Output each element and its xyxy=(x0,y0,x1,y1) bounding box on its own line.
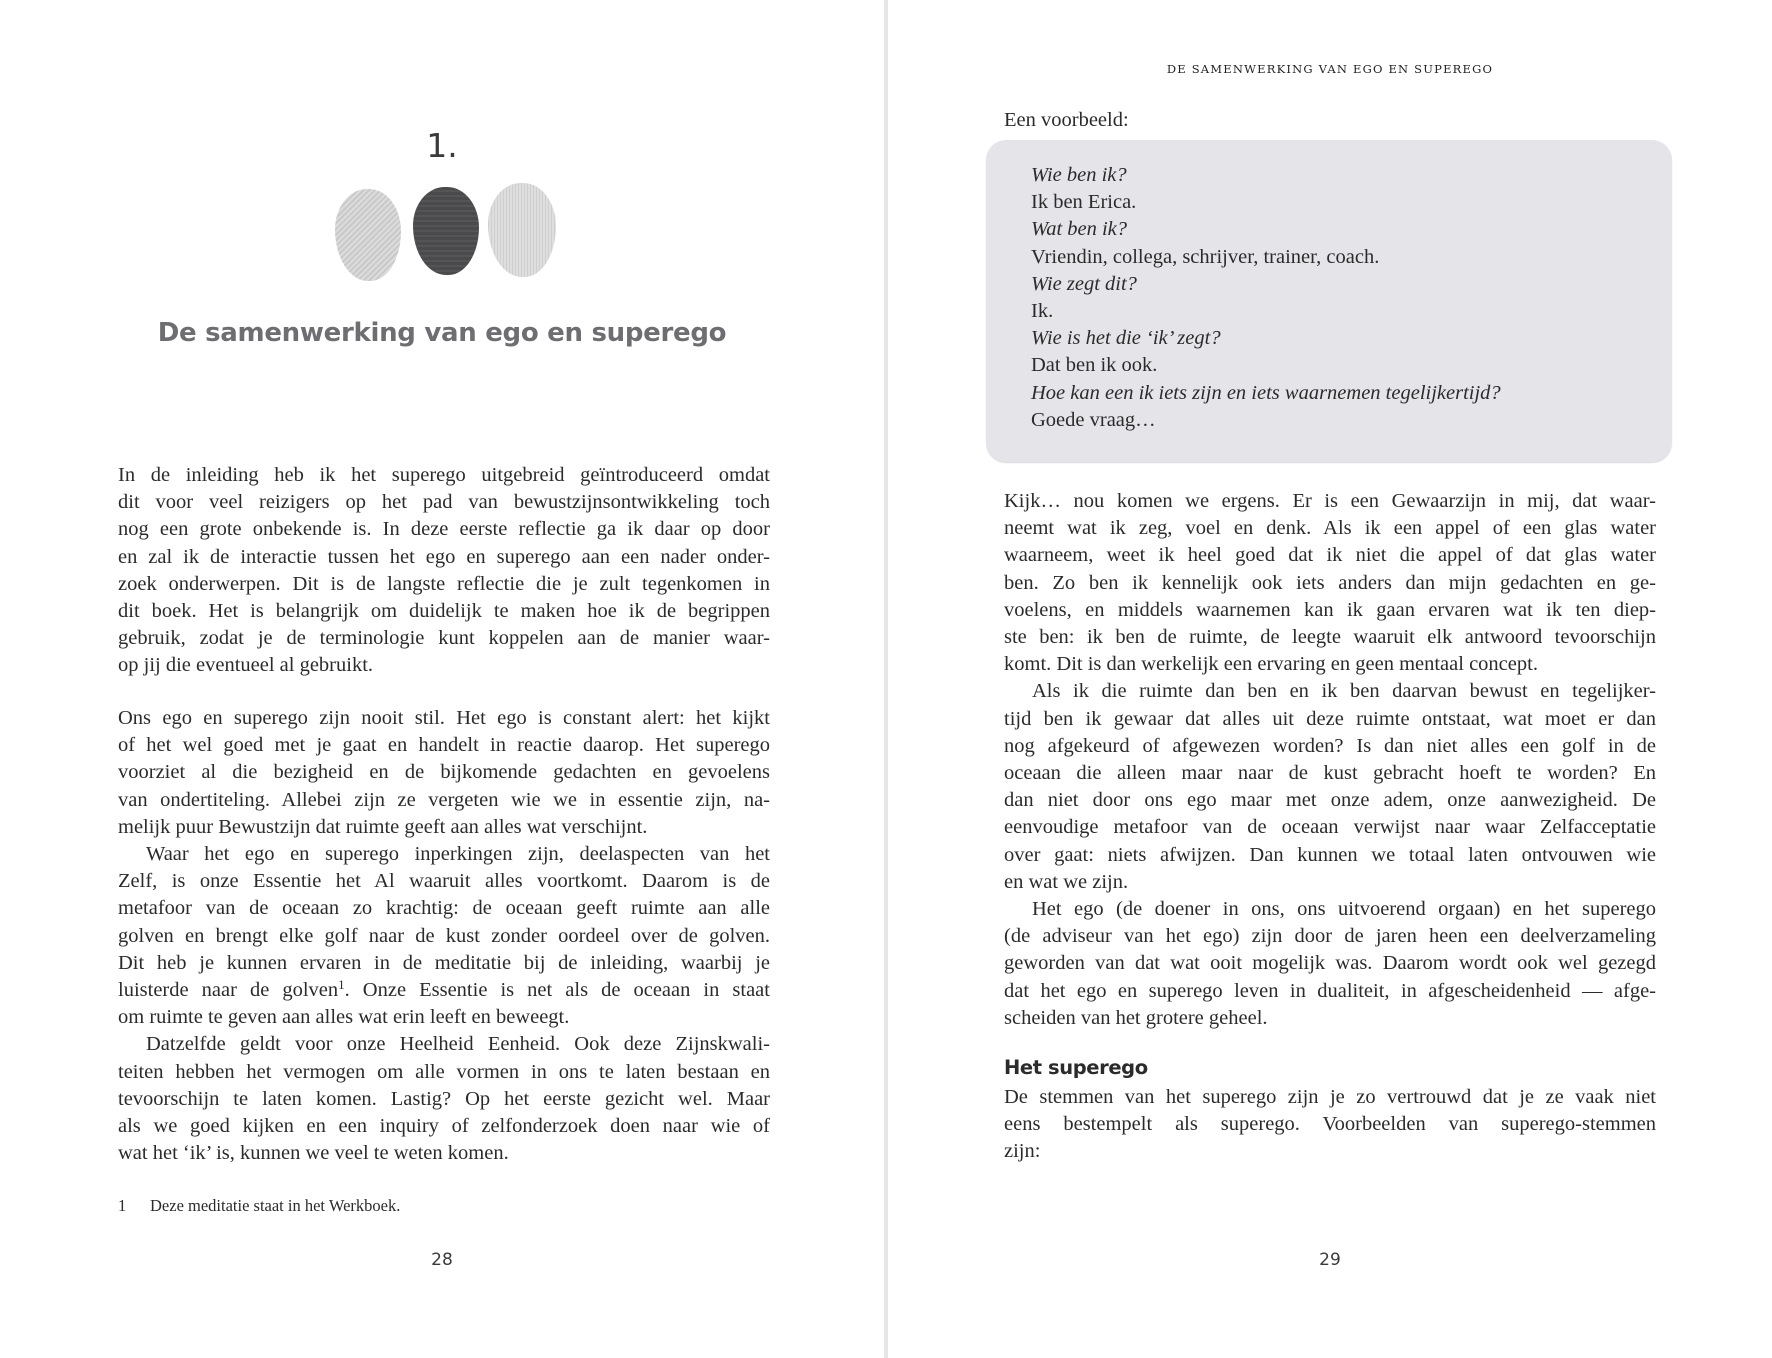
text-line: en zal ik de interactie tussen het ego en superego aan een nader onder- xyxy=(118,545,770,568)
text-line: voorziet al die bezigheid en de bijkomende gedachten en gevoelens xyxy=(118,761,770,784)
footnote-number: 1 xyxy=(118,1196,127,1215)
text-fragment: luisterde naar de golven xyxy=(118,979,339,1002)
chapter-title: De samenwerking van ego en superego xyxy=(157,318,727,348)
page-number-left: 28 xyxy=(431,1250,453,1270)
section-subheading: Het superego xyxy=(1004,1056,1148,1079)
text-fragment: . Onze Essentie is net als de oceaan in staat xyxy=(344,979,770,1002)
text-line: van ondertiteling. Allebei zijn ze vergeten wie we in essentie zijn, na- xyxy=(118,788,770,811)
right-page xyxy=(888,0,1772,1358)
text-line: nog een grote onbekende is. In deze eerste reflectie ga ik daar op door xyxy=(118,518,770,541)
text-line: dit boek. Het is belangrijk om duidelijk te maken hoe ik de begrippen xyxy=(118,600,770,623)
text-line: neemt wat ik zeg, voel en denk. Als ik een appel of een glas water xyxy=(1004,517,1656,540)
text-line: en wat we zijn. xyxy=(1004,870,1129,893)
text-line: of het wel goed met je gaat en handelt in reactie daarop. Het superego xyxy=(118,734,770,757)
text-line: De stemmen van het superego zijn je zo vertrouwd dat je ze vaak niet xyxy=(1004,1086,1656,1108)
text-line: melijk puur Bewustzijn dat ruimte geeft aan alles wat verschijnt. xyxy=(118,815,648,838)
text-line: dan niet door ons ego maar met onze adem, onze aanwezigheid. De xyxy=(1004,789,1656,812)
dialogue-question: Wie is het die ‘ik’ zegt? xyxy=(1031,327,1221,350)
text-line: Zelf, is onze Essentie het Al waaruit alles voortkomt. Daarom is de xyxy=(118,870,770,893)
text-line: zoek onderwerpen. Dit is de langste reflectie die je zult tegenkomen in xyxy=(118,572,770,595)
dialogue-question: Wat ben ik? xyxy=(1031,218,1128,241)
left-paragraph-2 xyxy=(118,705,770,1167)
right-paragraph-superego xyxy=(1004,1084,1656,1166)
text-line: Kijk… nou komen we ergens. Er is een Gewaarzijn in mij, dat waar- xyxy=(1004,490,1656,512)
text-line: Als ik die ruimte dan ben en ik ben daarvan bewust en tegelijker- xyxy=(1032,680,1656,703)
footnote-reference[interactable]: 1 xyxy=(338,977,345,993)
footnote-text: Deze meditatie staat in het Werkboek. xyxy=(150,1196,401,1215)
text-line: Ons ego en superego zijn nooit stil. Het ego is constant alert: het kijkt xyxy=(118,707,770,729)
text-line: als we goed kijken en een inquiry of zelfonderzoek doen naar wie of xyxy=(118,1115,770,1138)
text-line: over gaat: niets afwijzen. Dan kunnen we totaal laten ontvouwen wie xyxy=(1004,843,1656,866)
text-line: teiten hebben het vermogen om alle vormen in ons te laten bestaan en xyxy=(118,1060,770,1083)
text-line: tevoorschijn te laten komen. Lastig? Op het eerste gezicht wel. Maar xyxy=(118,1087,770,1110)
left-paragraph-1 xyxy=(118,462,770,680)
running-head: DE SAMENWERKING VAN EGO EN SUPEREGO xyxy=(1166,62,1494,76)
text-line: tijd ben ik gewaar dat alles uit deze ruimte ontstaat, wat moet er dan xyxy=(1004,707,1656,730)
text-line: geworden van dat wat ooit mogelijk was. Daarom wordt ook wel gezegd xyxy=(1004,952,1656,975)
dialogue-answer: Vriendin, collega, schrijver, trainer, coach. xyxy=(1031,245,1380,268)
text-line: om ruimte te geven aan alles wat erin leeft en beweegt. xyxy=(118,1006,570,1029)
text-line: zijn: xyxy=(1004,1140,1041,1163)
text-line: Datzelfde geldt voor onze Heelheid Eenheid. Ook deze Zijnskwali- xyxy=(146,1033,770,1056)
dialogue-question: Wie zegt dit? xyxy=(1031,272,1137,295)
text-line-with-footnote xyxy=(118,977,770,1004)
footnote xyxy=(118,1196,400,1216)
text-line: eenvoudige metafoor van de oceaan verwijst naar waar Zelfacceptatie xyxy=(1004,816,1656,839)
three-stones-illustration xyxy=(335,183,557,279)
text-line: wat het ‘ik’ is, kunnen we veel te weten komen. xyxy=(118,1142,509,1165)
text-line: dit voor veel reizigers op het pad van bewustzijnsontwikkeling toch xyxy=(118,491,770,514)
text-line: dat het ego en superego leven in dualiteit, in afgescheidenheid — afge- xyxy=(1004,979,1656,1002)
left-page xyxy=(0,0,884,1358)
text-line: ben. Zo ben ik kennelijk ook iets anders dan mijn gedachten en ge- xyxy=(1004,571,1656,594)
text-line: (de adviseur van het ego) zijn door de jaren heen een deelverzameling xyxy=(1004,925,1656,948)
dialogue-lines xyxy=(1031,162,1501,434)
dialogue-answer: Goede vraag… xyxy=(1031,408,1156,431)
dialogue-question: Wie ben ik? xyxy=(1031,164,1127,186)
text-line: golven en brengt elke golf naar de kust zonder oordeel over de golven. xyxy=(118,924,770,947)
dialogue-box xyxy=(986,140,1672,462)
text-line: op jij die eventueel al gebruikt. xyxy=(118,654,374,677)
dialogue-answer: Ik. xyxy=(1031,300,1054,323)
text-line: waarneem, weet ik heel goed dat ik niet die appel of dat glas water xyxy=(1004,544,1656,567)
dialogue-answer: Dat ben ik ook. xyxy=(1031,354,1158,377)
text-line: nog afgekeurd of afgewezen worden? Is dan niet alles een golf in de xyxy=(1004,734,1656,757)
dark-stone-icon xyxy=(413,187,479,275)
text-line: scheiden van het grotere geheel. xyxy=(1004,1006,1268,1029)
text-line: komt. Dit is dan werkelijk een ervaring en geen mentaal concept. xyxy=(1004,653,1538,676)
text-line: Dit heb je kunnen ervaren in de meditatie bij de inleiding, waarbij je xyxy=(118,951,770,974)
light-striped-stone-icon xyxy=(335,189,401,281)
chapter-number: 1. xyxy=(426,126,458,165)
text-line: Het ego (de doener in ons, ons uitvoerend orgaan) en het superego xyxy=(1032,898,1656,921)
text-line: gebruik, zodat je de terminologie kunt koppelen aan de manier waar- xyxy=(118,627,770,650)
light-grid-stone-icon xyxy=(488,183,556,277)
text-line: ste ben: ik ben de ruimte, de leegte waaruit elk antwoord tevoorschijn xyxy=(1004,626,1656,649)
text-line: oceaan die alleen maar naar de kust gebracht hoeft te worden? En xyxy=(1004,762,1656,785)
dialogue-question: Hoe kan een ik iets zijn en iets waarnemen tegelijkertijd? xyxy=(1031,381,1501,404)
text-line: Waar het ego en superego inperkingen zijn, deelaspecten van het xyxy=(146,843,770,866)
text-line: voelens, en middels waarnemen kan ik gaan ervaren wat ik ten diep- xyxy=(1004,598,1656,621)
text-line: metafoor van de oceaan zo krachtig: de oceaan geeft ruimte aan alle xyxy=(118,897,770,920)
right-paragraphs xyxy=(1004,488,1656,1032)
text-line: eens bestempelt als superego. Voorbeelden van superego-stemmen xyxy=(1004,1113,1656,1136)
page-number-right: 29 xyxy=(1319,1250,1341,1270)
dialogue-answer: Ik ben Erica. xyxy=(1031,191,1137,214)
text-line: In de inleiding heb ik het superego uitgebreid geïntroduceerd omdat xyxy=(118,464,770,486)
example-intro-label: Een voorbeeld: xyxy=(1004,109,1129,131)
